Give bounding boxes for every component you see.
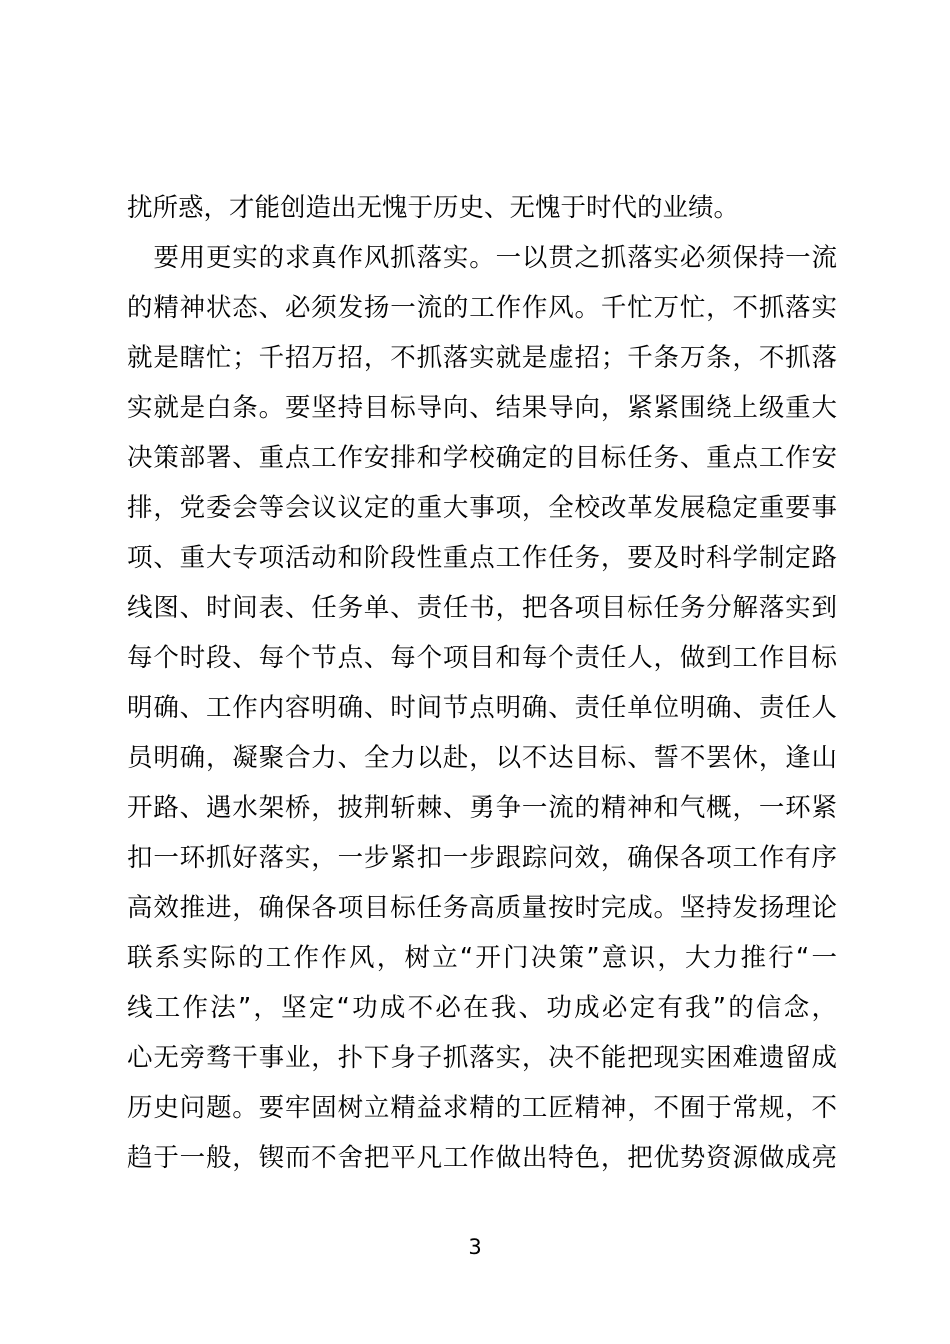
paragraph-start-line: 要用更实的求真作风抓落实。一以贯之抓落实必须保持一流 (127, 243, 837, 273)
text-line: 心无旁骛干事业，扑下身子抓落实，决不能把现实困难遗留成 (127, 1043, 837, 1073)
text-line: 的精神状态、必须发扬一流的工作作风。千忙万忙，不抓落实 (127, 293, 837, 323)
text-line: 每个时段、每个节点、每个项目和每个责任人，做到工作目标 (127, 643, 837, 673)
text-line: 高效推进，确保各项目标任务高质量按时完成。坚持发扬理论 (127, 893, 837, 923)
text-line: 趋于一般，锲而不舍把平凡工作做出特色，把优势资源做成亮 (127, 1143, 837, 1173)
text-line: 决策部署、重点工作安排和学校确定的目标任务、重点工作安 (127, 443, 837, 473)
page-number: 3 (468, 1235, 482, 1259)
text-line: 就是瞎忙；千招万招，不抓落实就是虚招；千条万条，不抓落 (127, 343, 837, 373)
text-line: 历史问题。要牢固树立精益求精的工匠精神，不囿于常规，不 (127, 1093, 837, 1123)
body-text (127, 183, 837, 1183)
text-line: 项、重大专项活动和阶段性重点工作任务，要及时科学制定路 (127, 543, 837, 573)
text-line: 开路、遇水架桥，披荆斩棘、勇争一流的精神和气概，一环紧 (127, 793, 837, 823)
text-line: 排，党委会等会议议定的重大事项，全校改革发展稳定重要事 (127, 493, 837, 523)
text-line: 联系实际的工作作风，树立“开门决策”意识，大力推行“一 (127, 943, 837, 973)
text-line: 实就是白条。要坚持目标导向、结果导向，紧紧围绕上级重大 (127, 393, 837, 423)
text-line: 明确、工作内容明确、时间节点明确、责任单位明确、责任人 (127, 693, 837, 723)
text-line: 员明确，凝聚合力、全力以赴，以不达目标、誓不罢休，逢山 (127, 743, 837, 773)
text-line: 扣一环抓好落实，一步紧扣一步跟踪问效，确保各项工作有序 (127, 843, 837, 873)
text-line: 线图、时间表、任务单、责任书，把各项目标任务分解落实到 (127, 593, 837, 623)
text-line: 线工作法”，坚定“功成不必在我、功成必定有我”的信念， (127, 993, 837, 1023)
text-line: 扰所惑，才能创造出无愧于历史、无愧于时代的业绩。 (127, 193, 740, 223)
